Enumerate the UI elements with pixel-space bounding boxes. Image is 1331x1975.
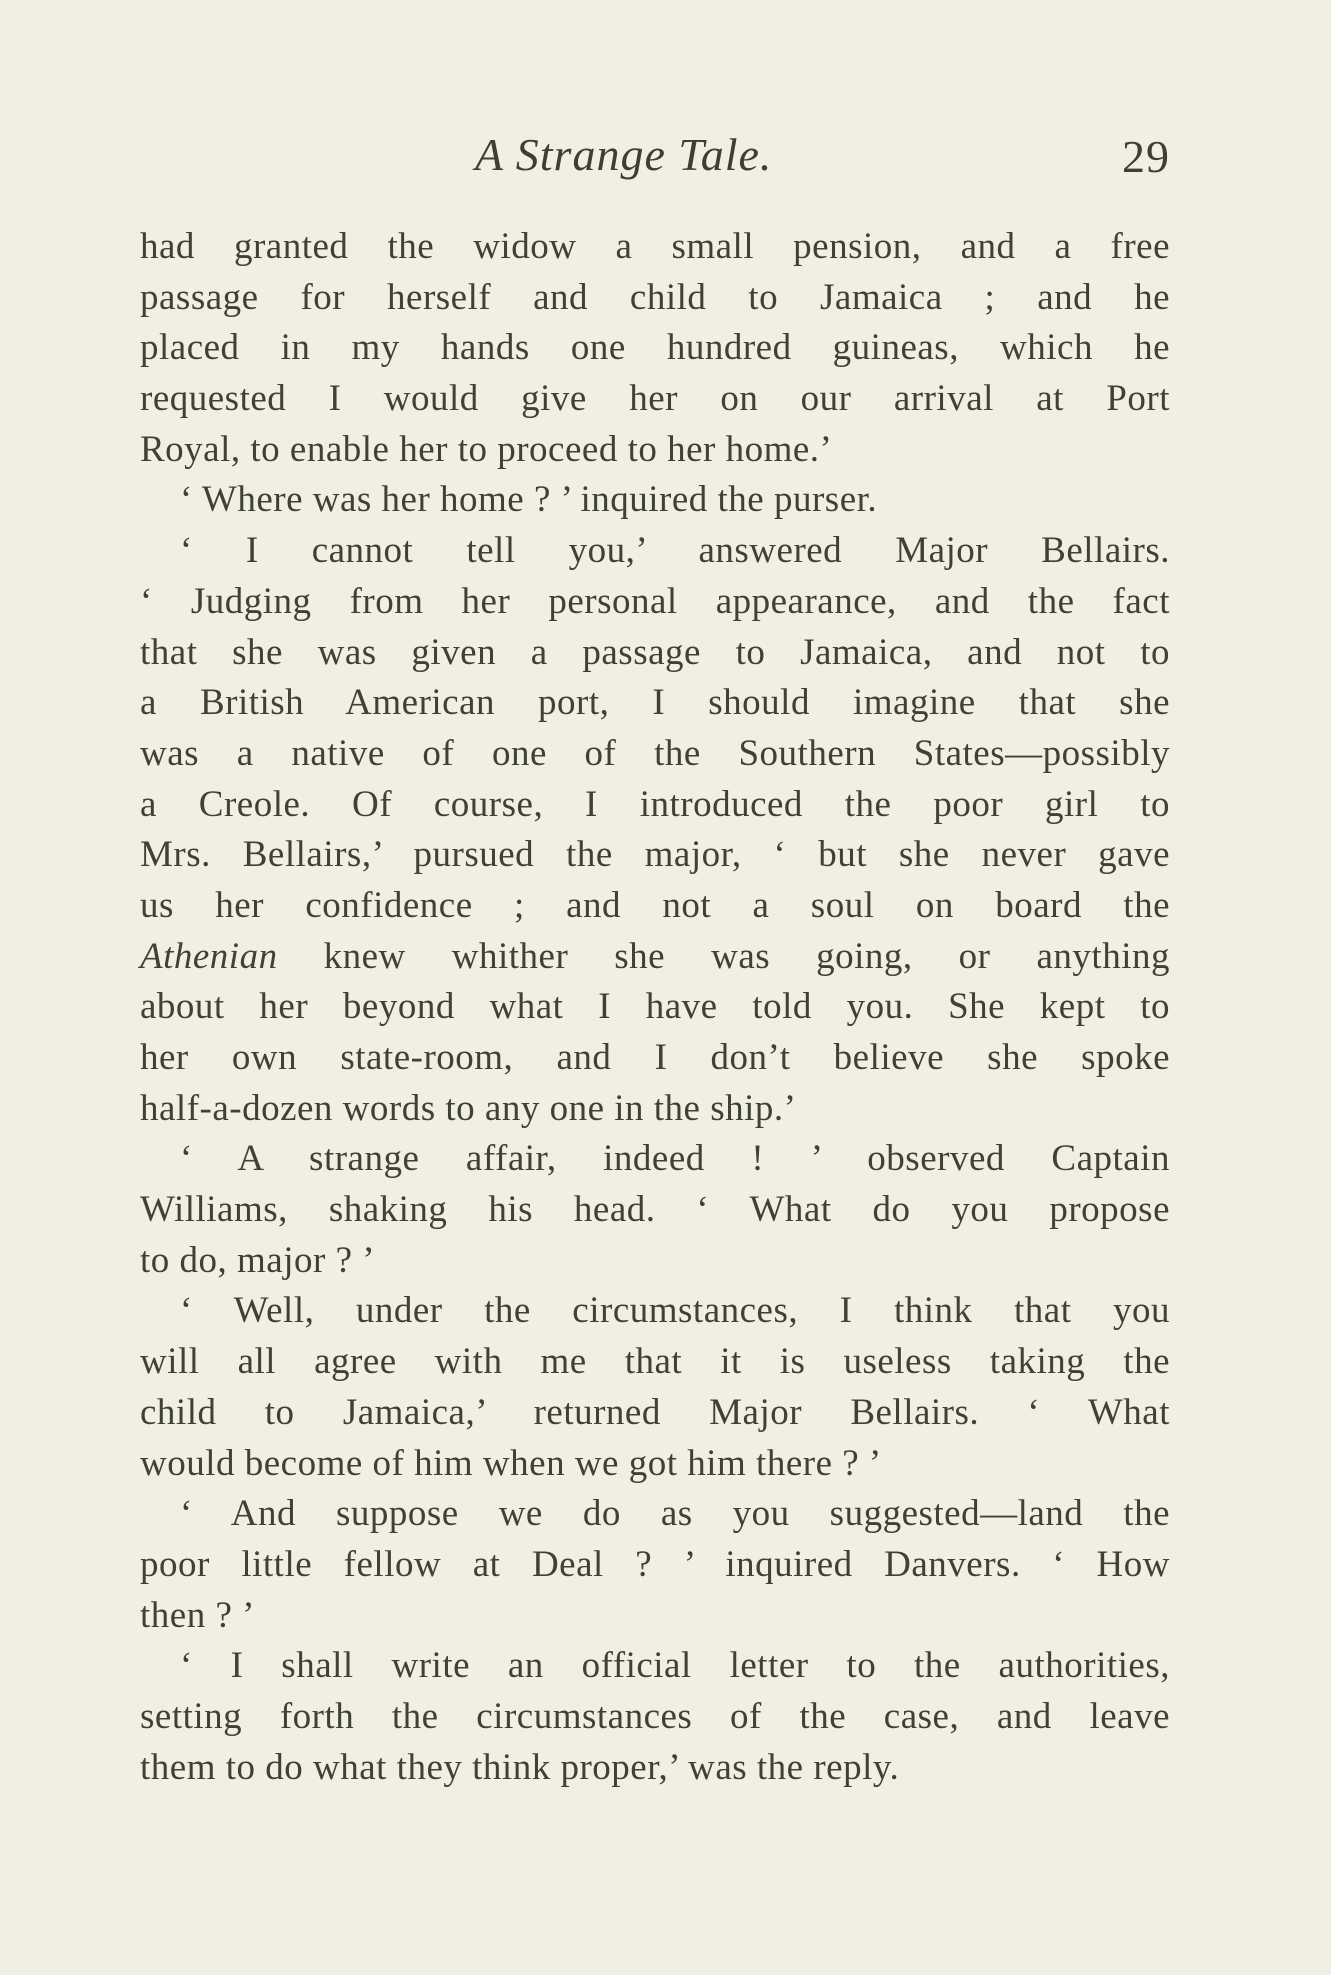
text-line: passage for herself and child to Jamaica ; and he [140,276,1170,318]
text-line: then ? ’ [140,1594,255,1636]
text-line: a Creole. Of course, I introduced the poor girl to [140,783,1170,825]
text-line: Williams, shaking his head. ‘ What do you propose [140,1189,1170,1231]
page-number: 29 [1122,131,1170,182]
text-line: was a native of one of the Southern States—possibly [140,732,1170,774]
text-line: had granted the widow a small pension, and a free [140,226,1170,267]
text-line: a British American port, I should imagine that she [140,682,1170,724]
text-line: setting forth the circumstances of the case, and leave [140,1695,1170,1737]
ship-name: Athenian [140,935,278,977]
text-line: poor little fellow at Deal ? ’ inquired Danvers. ‘ How [140,1543,1170,1585]
text-line: her own state-room, and I don’t believe she spoke [140,1037,1170,1078]
text-line-ship [140,932,1170,983]
text-line: ‘ A strange affair, indeed ! ’ observed Captain [180,1138,1170,1180]
text-line-rest: knew whither she was going, or anything [277,935,1170,977]
body-text [140,222,1170,1793]
text-line: ‘ Judging from her personal appearance, and the fact [140,580,1170,622]
text-line: will all agree with me that it is useless taking the [140,1341,1170,1383]
text-line: us her confidence ; and not a soul on board the [140,884,1170,926]
running-head [140,128,1170,198]
text-line: requested I would give her on our arrival at Port [140,378,1170,420]
text-line: ‘ I cannot tell you,’ answered Major Bellairs. [180,530,1170,572]
text-line: about her beyond what I have told you. She kept to [140,986,1170,1028]
text-line: that she was given a passage to Jamaica, and not to [140,631,1170,673]
text-line: ‘ Where was her home ? ’ inquired the purser. [180,479,878,521]
text-line: child to Jamaica,’ returned Major Bellairs. ‘ What [140,1391,1170,1433]
chapter-title: A Strange Tale. [475,129,773,180]
text-line: ‘ And suppose we do as you suggested—land the [180,1493,1170,1535]
text-line: Royal, to enable her to proceed to her home.’ [140,428,833,470]
text-line: half-a-dozen words to any one in the ship.’ [140,1087,797,1129]
text-line: Mrs. Bellairs,’ pursued the major, ‘ but she never gave [140,834,1170,876]
text-line: to do, major ? ’ [140,1239,376,1281]
text-line: ‘ Well, under the circumstances, I think that you [180,1290,1170,1332]
text-line: ‘ I shall write an official letter to the authorities, [180,1645,1170,1687]
text-line: would become of him when we got him there ? ’ [140,1442,882,1484]
text-line: them to do what they think proper,’ was the reply. [140,1746,900,1788]
text-line: placed in my hands one hundred guineas, which he [140,327,1170,369]
